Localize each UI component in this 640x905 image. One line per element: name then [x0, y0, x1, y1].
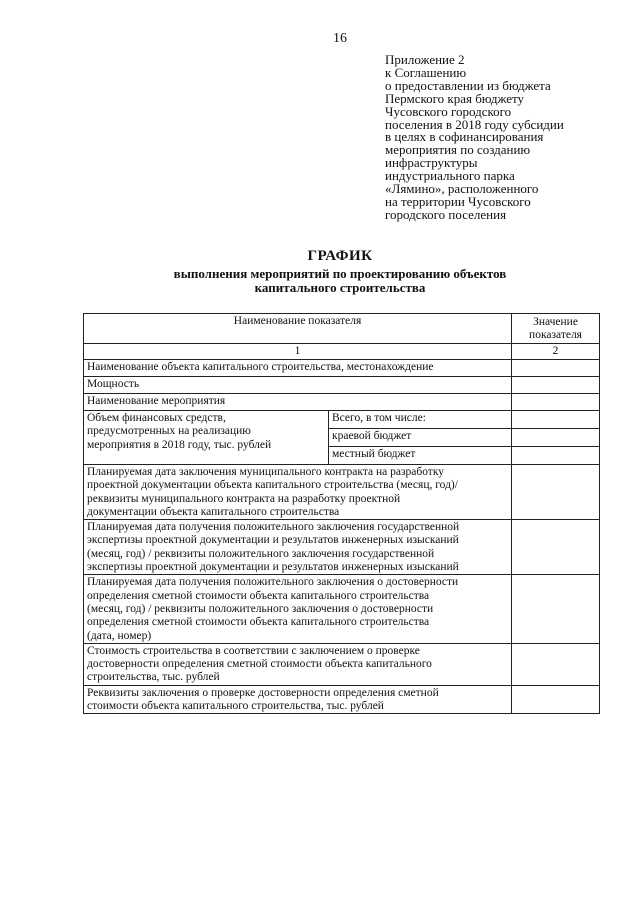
appendix-line: мероприятия по созданию [385, 142, 531, 158]
table-row [84, 465, 600, 520]
row-expertise-label [84, 520, 512, 575]
value-cell [512, 411, 600, 429]
appendix-line: индустриального парка [385, 168, 515, 184]
table-row [84, 575, 600, 643]
appendix-block [385, 54, 625, 222]
value-cell [512, 360, 600, 377]
table-row [84, 377, 600, 394]
value-cell [512, 429, 600, 447]
header-value-line: показателя [529, 329, 582, 341]
appendix-line: инфраструктуры [385, 155, 478, 171]
column-number-row [84, 344, 600, 360]
table-row [84, 411, 600, 429]
value-cell [512, 377, 600, 394]
finance-label-line: предусмотренных на реализацию [87, 425, 251, 438]
value-cell [512, 643, 600, 685]
row-reliability-label [84, 575, 512, 643]
schedule-table [83, 313, 600, 714]
appendix-line: Пермского края бюджету [385, 90, 525, 106]
text-line: определения сметной стоимости объекта капитального строительства [87, 589, 430, 602]
text-line: экспертизы проектной документации и результатов инженерных изысканий [87, 534, 459, 547]
header-row [84, 314, 600, 344]
text-line: достоверности определения сметной стоимости объекта капитального [87, 658, 432, 671]
value-cell [512, 394, 600, 411]
finance-total-label: Всего, в том числе: [329, 411, 512, 429]
subtitle-line: выполнения мероприятий по проектированию объектов [173, 266, 507, 281]
row-requisites-label [84, 685, 512, 714]
text-line: Стоимость строительства в соответствии с заключением о проверке [87, 644, 420, 657]
appendix-line: «Лямино», расположенного [385, 181, 539, 197]
value-cell [512, 520, 600, 575]
appendix-line: поселения в 2018 году субсидии [385, 116, 564, 132]
appendix-line: на территории Чусовского [385, 193, 531, 209]
text-line: проектной документации объекта капитального строительства (месяц, год)/ [87, 479, 458, 492]
text-line: определения сметной стоимости объекта капитального строительства [87, 616, 430, 629]
appendix-line: городского поселения [385, 206, 507, 222]
header-value-cell [512, 314, 600, 344]
table-row [84, 685, 600, 714]
document-title: ГРАФИК [307, 248, 373, 264]
table-row [84, 360, 600, 377]
text-line: Реквизиты заключения о проверке достоверности определения сметной [87, 686, 439, 699]
finance-label-line: Объем финансовых средств, [87, 412, 226, 424]
row-cost-label [84, 643, 512, 685]
text-line: строительства, тыс. рублей [87, 671, 220, 684]
document-subtitle [0, 267, 640, 295]
appendix-line: Чусовского городского [385, 103, 512, 119]
text-line: экспертизы проектной документации и результатов инженерных изысканий [87, 561, 459, 574]
row-activity-label: Наименование мероприятия [84, 394, 512, 411]
row-contract-label [84, 465, 512, 520]
text-line: реквизиты муниципального контракта на разработку проектной [87, 492, 401, 505]
table-row [84, 643, 600, 685]
finance-label [84, 411, 329, 465]
appendix-line: о предоставлении из бюджета [385, 77, 551, 93]
column-number-1: 1 [84, 344, 512, 360]
value-cell [512, 685, 600, 714]
row-object-label: Наименование объекта капитального строительства, местонахождение [84, 360, 512, 377]
value-cell [512, 575, 600, 643]
finance-regional-label: краевой бюджет [329, 429, 512, 447]
text-line: Планируемая дата заключения муниципального контракта на разработку [87, 466, 445, 478]
table-row [84, 520, 600, 575]
text-line: документации объекта капитального строительства [87, 505, 340, 518]
value-cell [512, 465, 600, 520]
finance-label-line: мероприятия в 2018 году, тыс. рублей [87, 438, 272, 451]
page-number: 16 [333, 31, 347, 46]
row-capacity-label: Мощность [84, 377, 512, 394]
column-number-2: 2 [512, 344, 600, 360]
table-row [84, 394, 600, 411]
text-line: стоимости объекта капитального строительства, тыс. рублей [87, 700, 384, 713]
appendix-line: в целях в софинансирования [385, 129, 544, 145]
appendix-line: Приложение 2 [385, 52, 465, 67]
text-line: (месяц, год) / реквизиты положительного заключения о достоверности [87, 602, 434, 615]
value-cell [512, 447, 600, 465]
text-line: (месяц, год) / реквизиты положительного заключения государственной [87, 547, 435, 560]
text-line: Планируемая дата получения положительного заключения государственной [87, 521, 460, 534]
finance-local-label: местный бюджет [329, 447, 512, 465]
header-name-cell: Наименование показателя [84, 314, 512, 344]
subtitle-line: капитального строительства [254, 280, 426, 295]
text-line: (дата, номер) [87, 629, 152, 642]
header-value-line: Значение [533, 315, 578, 328]
appendix-line: к Соглашению [385, 64, 467, 80]
text-line: Планируемая дата получения положительного заключения о достоверности [87, 576, 459, 589]
